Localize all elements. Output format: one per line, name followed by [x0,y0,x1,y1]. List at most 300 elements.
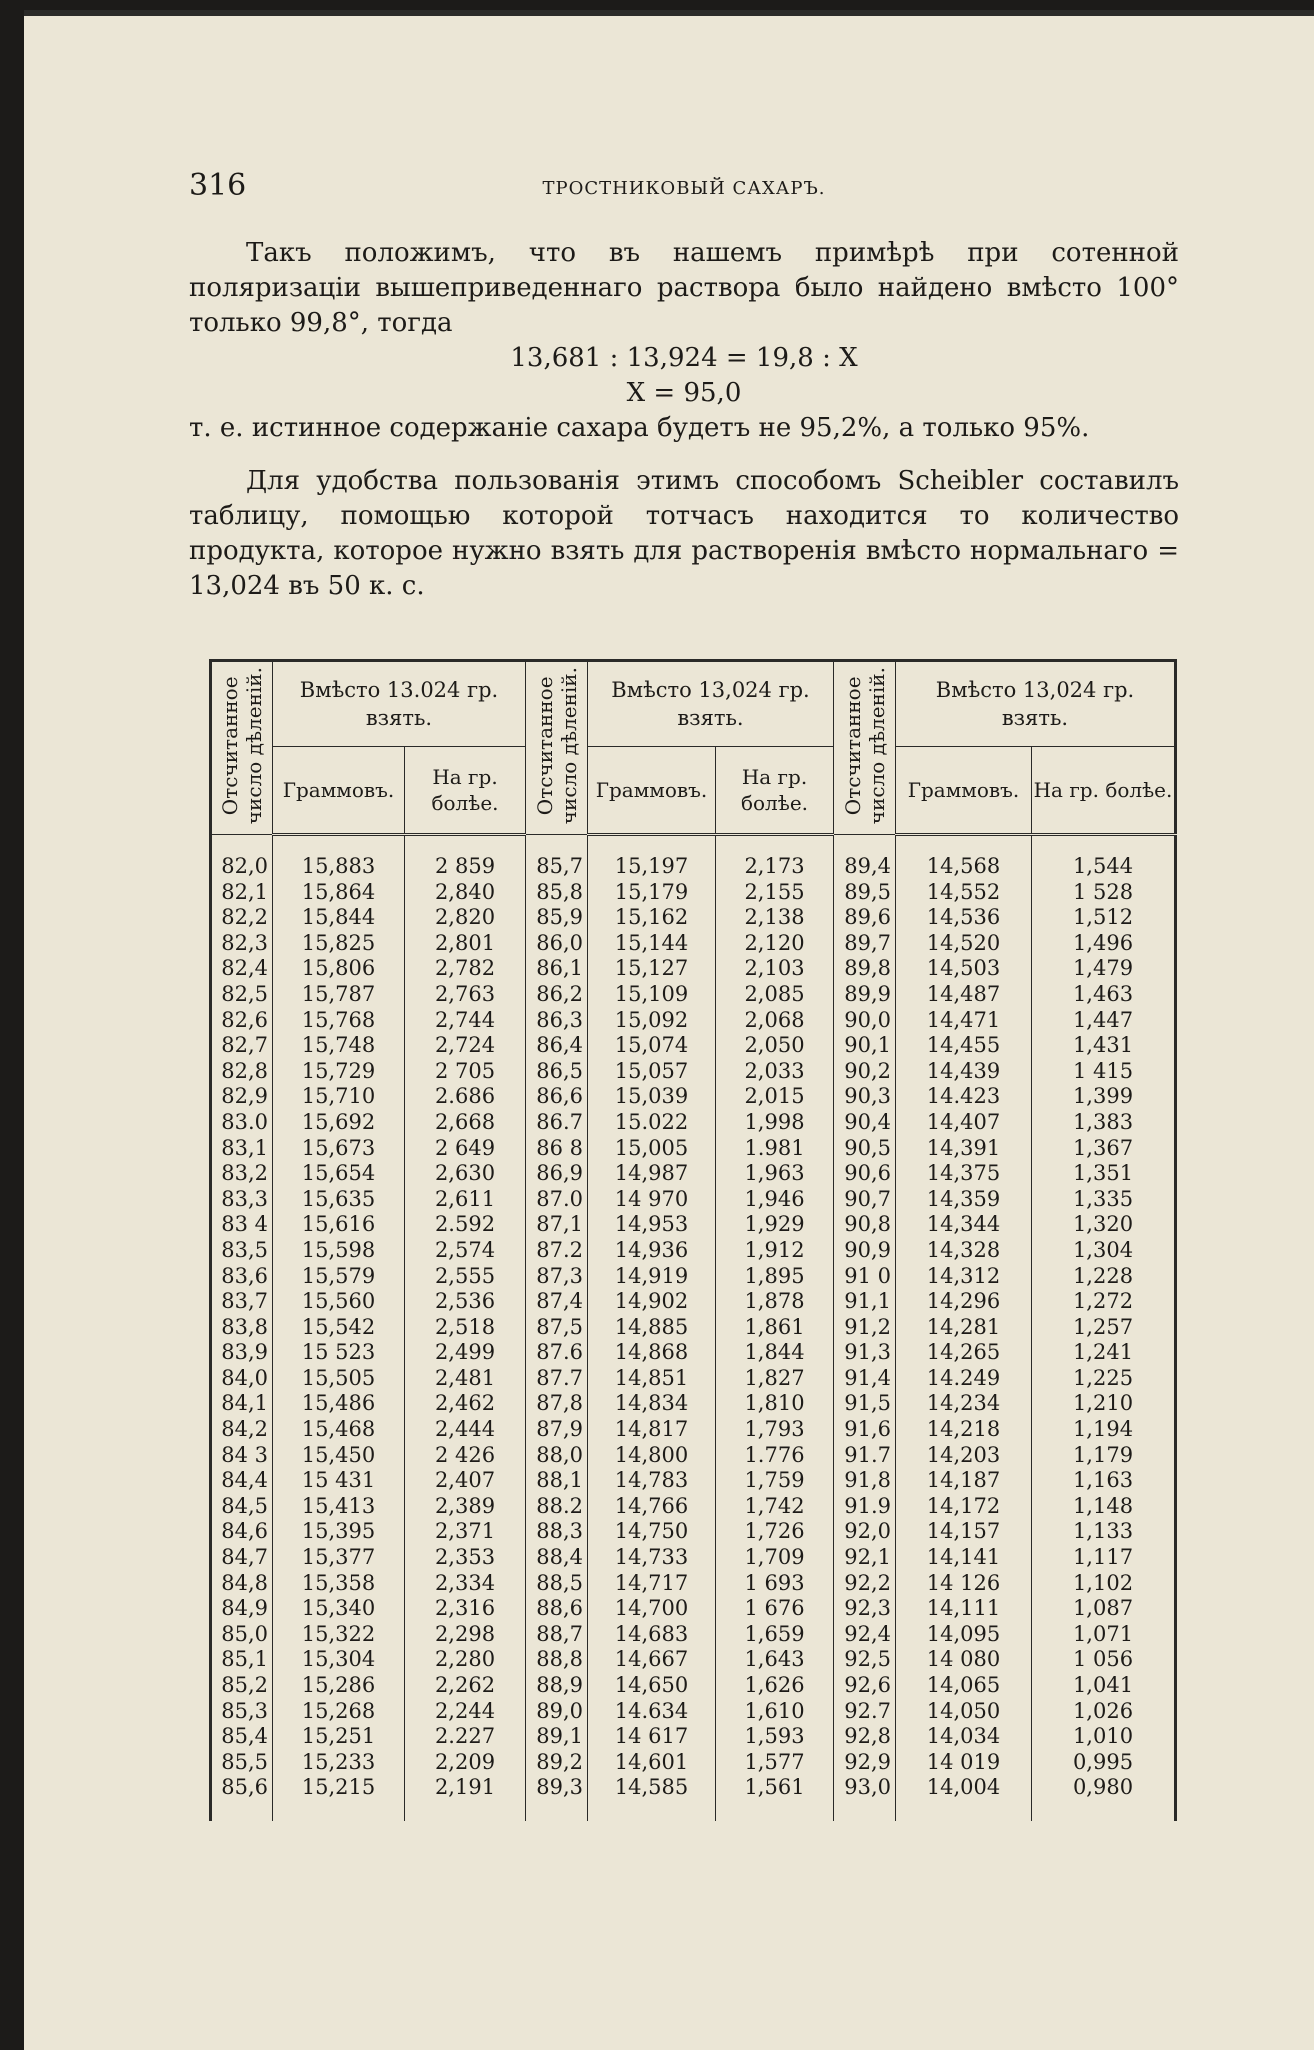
table-body [211,835,1176,1821]
cell-grams-1: 15,340 [273,1596,405,1622]
cell-more-2: 1,577 [716,1750,834,1776]
cell-divisions-2: 87,4 [526,1289,588,1315]
cell-grams-3: 14,172 [896,1494,1032,1520]
cell-divisions-3: 91,6 [834,1417,896,1443]
cell-divisions-1: 83,8 [211,1315,273,1341]
cell-divisions-1: 82,4 [211,956,273,982]
cell-divisions-1: 82,0 [211,835,273,880]
cell-grams-1: 15,358 [273,1571,405,1597]
cell-divisions-2: 88,7 [526,1622,588,1648]
cell-divisions-2: 88,3 [526,1519,588,1545]
cell-more-1: 2,371 [405,1519,526,1545]
cell-divisions-3: 89,4 [834,835,896,880]
cell-grams-1: 15,542 [273,1315,405,1341]
header-group-1: Вмѣсто 13.024 гр. взять. [273,661,526,747]
cell-grams-1: 15,598 [273,1238,405,1264]
cell-divisions-1: 84,9 [211,1596,273,1622]
cell-grams-1: 15,505 [273,1366,405,1392]
cell-divisions-1: 83,3 [211,1187,273,1213]
cell-more-2: 1.776 [716,1443,834,1469]
cell-more-3: 1,463 [1032,982,1176,1008]
table-row [211,1008,1176,1034]
cell-grams-3: 14,004 [896,1775,1032,1821]
cell-divisions-3: 92,4 [834,1622,896,1648]
cell-more-3: 1,304 [1032,1238,1176,1264]
cell-grams-3: 14,344 [896,1212,1032,1238]
cell-divisions-3: 90,6 [834,1161,896,1187]
cell-more-3: 1,399 [1032,1084,1176,1110]
cell-more-2: 1,626 [716,1673,834,1699]
cell-more-3: 1,179 [1032,1443,1176,1469]
table-row [211,1622,1176,1648]
cell-grams-2: 15,057 [588,1059,716,1085]
paragraph-3: Для удобства пользованія этимъ способомъ Scheibler составилъ таблицу, помощью которой тотчасъ находится то количество продукта, которое нужно взять для растворенія вмѣсто нормальнаго = 13,024 въ 50 к. с. [189,466,1179,601]
cell-divisions-1: 85,2 [211,1673,273,1699]
cell-more-1: 2,280 [405,1647,526,1673]
cell-grams-2: 14,683 [588,1622,716,1648]
cell-grams-1: 15,560 [273,1289,405,1315]
cell-divisions-1: 83,9 [211,1340,273,1366]
cell-grams-1: 15,322 [273,1622,405,1648]
cell-divisions-2: 88,5 [526,1571,588,1597]
cell-grams-1: 15,268 [273,1699,405,1725]
cell-more-3: 1,026 [1032,1699,1176,1725]
cell-more-3: 1,133 [1032,1519,1176,1545]
cell-divisions-2: 88,6 [526,1596,588,1622]
cell-grams-1: 15 523 [273,1340,405,1366]
cell-divisions-3: 91 0 [834,1264,896,1290]
cell-more-3: 1,225 [1032,1366,1176,1392]
cell-divisions-1: 84,2 [211,1417,273,1443]
cell-divisions-1: 84,1 [211,1391,273,1417]
table-row [211,1571,1176,1597]
cell-grams-1: 15,673 [273,1136,405,1162]
cell-divisions-3: 90,3 [834,1084,896,1110]
cell-divisions-1: 83.0 [211,1110,273,1136]
cell-divisions-1: 85,5 [211,1750,273,1776]
cell-grams-3: 14,281 [896,1315,1032,1341]
cell-divisions-1: 84,5 [211,1494,273,1520]
cell-divisions-2: 89,0 [526,1699,588,1725]
cell-more-3: 1,320 [1032,1212,1176,1238]
cell-more-3: 1,257 [1032,1315,1176,1341]
cell-more-3: 1,087 [1032,1596,1176,1622]
cell-grams-1: 15,579 [273,1264,405,1290]
cell-divisions-2: 87,8 [526,1391,588,1417]
cell-divisions-1: 82,8 [211,1059,273,1085]
cell-grams-1: 15,215 [273,1775,405,1821]
cell-more-3: 0,995 [1032,1750,1176,1776]
cell-more-1: 2,444 [405,1417,526,1443]
cell-more-1: 2,782 [405,956,526,982]
cell-divisions-1: 85,1 [211,1647,273,1673]
cell-grams-3: 14,296 [896,1289,1032,1315]
cell-grams-3: 14,455 [896,1033,1032,1059]
cell-grams-3: 14.249 [896,1366,1032,1392]
cell-more-3: 1,272 [1032,1289,1176,1315]
page-header [189,168,1179,208]
cell-more-2: 1,709 [716,1545,834,1571]
cell-grams-2: 14,851 [588,1366,716,1392]
cell-more-2: 1,610 [716,1699,834,1725]
cell-more-3: 1 415 [1032,1059,1176,1085]
cell-grams-3: 14 019 [896,1750,1032,1776]
cell-divisions-3: 92,2 [834,1571,896,1597]
cell-more-2: 1,878 [716,1289,834,1315]
cell-more-2: 1,742 [716,1494,834,1520]
cell-divisions-1: 84,8 [211,1571,273,1597]
cell-grams-2: 15,005 [588,1136,716,1162]
cell-more-1: 2,801 [405,931,526,957]
cell-more-2: 2,068 [716,1008,834,1034]
cell-more-1: 2,499 [405,1340,526,1366]
cell-more-1: 2.686 [405,1084,526,1110]
cell-grams-3: 14,375 [896,1161,1032,1187]
table-row [211,880,1176,906]
cell-more-2: 1,827 [716,1366,834,1392]
cell-grams-3: 14,520 [896,931,1032,957]
cell-divisions-2: 88,1 [526,1468,588,1494]
cell-more-3: 1,544 [1032,835,1176,880]
cell-more-3: 1,351 [1032,1161,1176,1187]
header-group-3: Вмѣсто 13,024 гр. взять. [896,661,1176,747]
cell-grams-2: 14,750 [588,1519,716,1545]
cell-divisions-1: 83,7 [211,1289,273,1315]
cell-more-2: 1 676 [716,1596,834,1622]
cell-divisions-3: 90,2 [834,1059,896,1085]
cell-more-2: 2,155 [716,880,834,906]
cell-more-1: 2,611 [405,1187,526,1213]
header-grams-1: Граммовъ. [273,747,405,835]
cell-more-1: 2,462 [405,1391,526,1417]
cell-divisions-3: 92,1 [834,1545,896,1571]
cell-grams-3: 14,536 [896,905,1032,931]
cell-more-3: 1,479 [1032,956,1176,982]
cell-grams-2: 14,817 [588,1417,716,1443]
cell-more-3: 1,228 [1032,1264,1176,1290]
cell-grams-2: 14,919 [588,1264,716,1290]
cell-grams-2: 14,834 [588,1391,716,1417]
cell-divisions-3: 92,8 [834,1724,896,1750]
cell-grams-1: 15,468 [273,1417,405,1443]
cell-grams-3: 14.423 [896,1084,1032,1110]
cell-divisions-1: 83 4 [211,1212,273,1238]
cell-divisions-3: 91.9 [834,1494,896,1520]
cell-more-2: 1,561 [716,1775,834,1821]
page-number: 316 [189,168,247,203]
cell-divisions-3: 90,7 [834,1187,896,1213]
cell-grams-3: 14,359 [896,1187,1032,1213]
cell-more-2: 1,659 [716,1622,834,1648]
cell-divisions-3: 91,5 [834,1391,896,1417]
cell-divisions-2: 88,4 [526,1545,588,1571]
cell-divisions-3: 90,0 [834,1008,896,1034]
cell-more-3: 1,241 [1032,1340,1176,1366]
cell-grams-1: 15,395 [273,1519,405,1545]
cell-more-1: 2,763 [405,982,526,1008]
cell-more-1: 2,668 [405,1110,526,1136]
cell-more-1: 2 649 [405,1136,526,1162]
table-row [211,1366,1176,1392]
cell-grams-2: 15.022 [588,1110,716,1136]
cell-more-2: 2,015 [716,1084,834,1110]
cell-more-3: 1,431 [1032,1033,1176,1059]
cell-more-1: 2,209 [405,1750,526,1776]
cell-grams-3: 14,552 [896,880,1032,906]
cell-divisions-3: 90,8 [834,1212,896,1238]
cell-divisions-3: 91,2 [834,1315,896,1341]
cell-more-1: 2 426 [405,1443,526,1469]
table-row [211,835,1176,880]
table-row [211,1519,1176,1545]
cell-divisions-2: 88,0 [526,1443,588,1469]
cell-grams-2: 14,800 [588,1443,716,1469]
cell-more-1: 2,298 [405,1622,526,1648]
table-row [211,1238,1176,1264]
cell-more-3: 1,210 [1032,1391,1176,1417]
cell-grams-1: 15,450 [273,1443,405,1469]
cell-more-2: 2,033 [716,1059,834,1085]
cell-grams-3: 14,065 [896,1673,1032,1699]
scheibler-table [209,659,1174,1859]
cell-grams-2: 14,953 [588,1212,716,1238]
header-group-2: Вмѣсто 13,024 гр. взять. [588,661,834,747]
header-grams-3: Граммовъ. [896,747,1032,835]
cell-more-1: 2,481 [405,1366,526,1392]
cell-divisions-1: 83,5 [211,1238,273,1264]
cell-more-1: 2,191 [405,1775,526,1821]
cell-grams-3: 14,234 [896,1391,1032,1417]
cell-grams-2: 15,162 [588,905,716,931]
cell-grams-2: 14 970 [588,1187,716,1213]
cell-grams-3: 14,157 [896,1519,1032,1545]
table-row [211,1187,1176,1213]
table-row [211,1468,1176,1494]
cell-more-3: 1,117 [1032,1545,1176,1571]
cell-grams-3: 14,568 [896,835,1032,880]
cell-more-2: 2,120 [716,931,834,957]
cell-divisions-1: 85,4 [211,1724,273,1750]
cell-grams-2: 14,987 [588,1161,716,1187]
cell-grams-3: 14,265 [896,1340,1032,1366]
cell-more-3: 1,512 [1032,905,1176,931]
cell-grams-1: 15,710 [273,1084,405,1110]
cell-grams-1: 15,654 [273,1161,405,1187]
cell-divisions-3: 93,0 [834,1775,896,1821]
cell-grams-2: 14,585 [588,1775,716,1821]
cell-divisions-2: 87,3 [526,1264,588,1290]
table-row [211,1724,1176,1750]
header-divisions-1: Отсчитанное число дѣленій. [211,661,273,835]
cell-more-1: 2,353 [405,1545,526,1571]
cell-more-2: 1 693 [716,1571,834,1597]
cell-more-2: 2,085 [716,982,834,1008]
cell-more-3: 1,335 [1032,1187,1176,1213]
cell-grams-1: 15,616 [273,1212,405,1238]
cell-more-1: 2.592 [405,1212,526,1238]
table-row [211,1596,1176,1622]
cell-more-3: 1,041 [1032,1673,1176,1699]
table-row [211,1775,1176,1821]
table-row [211,1136,1176,1162]
cell-more-3: 1 056 [1032,1647,1176,1673]
table-row [211,1315,1176,1341]
cell-grams-3: 14,312 [896,1264,1032,1290]
table-row [211,1212,1176,1238]
cell-divisions-2: 87.2 [526,1238,588,1264]
cell-more-2: 1,998 [716,1110,834,1136]
cell-divisions-2: 86,4 [526,1033,588,1059]
cell-divisions-3: 91,1 [834,1289,896,1315]
cell-divisions-2: 87.7 [526,1366,588,1392]
table-row [211,1545,1176,1571]
cell-grams-2: 14,783 [588,1468,716,1494]
cell-divisions-3: 90,4 [834,1110,896,1136]
cell-divisions-1: 82,9 [211,1084,273,1110]
table-row [211,1161,1176,1187]
cell-grams-1: 15,729 [273,1059,405,1085]
cell-divisions-2: 87,5 [526,1315,588,1341]
cell-more-3: 1,496 [1032,931,1176,957]
cell-divisions-2: 87.6 [526,1340,588,1366]
table-row [211,1750,1176,1776]
cell-grams-2: 15,109 [588,982,716,1008]
cell-divisions-1: 84,0 [211,1366,273,1392]
cell-grams-3: 14,503 [896,956,1032,982]
table-row [211,982,1176,1008]
cell-grams-1: 15,413 [273,1494,405,1520]
cell-grams-1: 15,883 [273,835,405,880]
cell-more-1: 2,407 [405,1468,526,1494]
cell-more-1: 2,555 [405,1264,526,1290]
table-row [211,956,1176,982]
cell-grams-2: 14 617 [588,1724,716,1750]
cell-divisions-1: 83,6 [211,1264,273,1290]
cell-grams-2: 14,717 [588,1571,716,1597]
formula-proportion: 13,681 : 13,924 = 19,8 : X [510,343,858,373]
cell-grams-2: 14,700 [588,1596,716,1622]
cell-more-2: 2,050 [716,1033,834,1059]
cell-divisions-1: 83,2 [211,1161,273,1187]
table-row [211,1391,1176,1417]
table-row [211,1494,1176,1520]
cell-grams-2: 14,885 [588,1315,716,1341]
cell-more-2: 1,759 [716,1468,834,1494]
cell-divisions-2: 87.0 [526,1187,588,1213]
cell-more-2: 1,946 [716,1187,834,1213]
cell-grams-2: 14,766 [588,1494,716,1520]
paragraph-2: т. е. истинное содержаніе сахара будетъ не 95,2%, а только 95%. [189,413,1090,443]
cell-grams-1: 15,486 [273,1391,405,1417]
header-more-3: На гр. болѣе. [1032,747,1176,835]
cell-grams-2: 14,936 [588,1238,716,1264]
cell-divisions-3: 90,5 [834,1136,896,1162]
cell-divisions-2: 86,2 [526,982,588,1008]
cell-divisions-3: 91,4 [834,1366,896,1392]
cell-divisions-3: 92,3 [834,1596,896,1622]
running-title: ТРОСТНИКОВЫЙ САХАРЪ. [542,178,826,199]
cell-grams-2: 15,092 [588,1008,716,1034]
cell-more-2: 1,895 [716,1264,834,1290]
cell-grams-1: 15,768 [273,1008,405,1034]
table-row [211,1264,1176,1290]
cell-more-1: 2,820 [405,905,526,931]
cell-divisions-3: 89,6 [834,905,896,931]
cell-grams-2: 15,074 [588,1033,716,1059]
cell-divisions-3: 89,7 [834,931,896,957]
cell-divisions-1: 84,7 [211,1545,273,1571]
cell-grams-1: 15,286 [273,1673,405,1699]
cell-divisions-1: 82,5 [211,982,273,1008]
cell-divisions-1: 82,7 [211,1033,273,1059]
cell-divisions-1: 85,6 [211,1775,273,1821]
cell-grams-1: 15,844 [273,905,405,931]
cell-grams-2: 14,733 [588,1545,716,1571]
cell-divisions-2: 86,5 [526,1059,588,1085]
cell-divisions-2: 89,3 [526,1775,588,1821]
cell-divisions-1: 83,1 [211,1136,273,1162]
cell-divisions-2: 87,9 [526,1417,588,1443]
cell-divisions-3: 92,0 [834,1519,896,1545]
cell-more-3: 1,447 [1032,1008,1176,1034]
cell-more-3: 1,010 [1032,1724,1176,1750]
cell-divisions-2: 86,1 [526,956,588,982]
cell-divisions-3: 92,9 [834,1750,896,1776]
cell-more-1: 2,262 [405,1673,526,1699]
cell-more-2: 1,861 [716,1315,834,1341]
cell-divisions-2: 86.7 [526,1110,588,1136]
cell-divisions-2: 88.2 [526,1494,588,1520]
cell-more-1: 2,574 [405,1238,526,1264]
cell-divisions-2: 87,1 [526,1212,588,1238]
cell-grams-3: 14,111 [896,1596,1032,1622]
table-row [211,1340,1176,1366]
cell-divisions-2: 89,2 [526,1750,588,1776]
cell-more-2: 1,793 [716,1417,834,1443]
table-row [211,1059,1176,1085]
cell-grams-3: 14 080 [896,1647,1032,1673]
cell-divisions-2: 86,6 [526,1084,588,1110]
cell-divisions-1: 84,6 [211,1519,273,1545]
cell-grams-2: 15,197 [588,835,716,880]
header-more-1: На гр. болѣе. [405,747,526,835]
cell-more-1: 2,724 [405,1033,526,1059]
header-more-2: На гр. болѣе. [716,747,834,835]
cell-more-1: 2.227 [405,1724,526,1750]
cell-grams-3: 14 126 [896,1571,1032,1597]
cell-divisions-1: 82,1 [211,880,273,906]
cell-more-3: 1,194 [1032,1417,1176,1443]
cell-divisions-3: 89,5 [834,880,896,906]
cell-more-2: 1,912 [716,1238,834,1264]
cell-grams-1: 15,825 [273,931,405,957]
cell-grams-2: 15,127 [588,956,716,982]
table-row [211,1699,1176,1725]
cell-divisions-3: 92,6 [834,1673,896,1699]
cell-grams-1: 15,748 [273,1033,405,1059]
cell-grams-2: 15,179 [588,880,716,906]
cell-more-2: 2,138 [716,905,834,931]
cell-more-2: 2,103 [716,956,834,982]
cell-divisions-2: 89,1 [526,1724,588,1750]
cell-more-2: 1,726 [716,1519,834,1545]
cell-grams-1: 15,251 [273,1724,405,1750]
cell-more-1: 2,536 [405,1289,526,1315]
table-row [211,1289,1176,1315]
cell-grams-1: 15,692 [273,1110,405,1136]
cell-grams-3: 14,203 [896,1443,1032,1469]
cell-divisions-1: 82,6 [211,1008,273,1034]
